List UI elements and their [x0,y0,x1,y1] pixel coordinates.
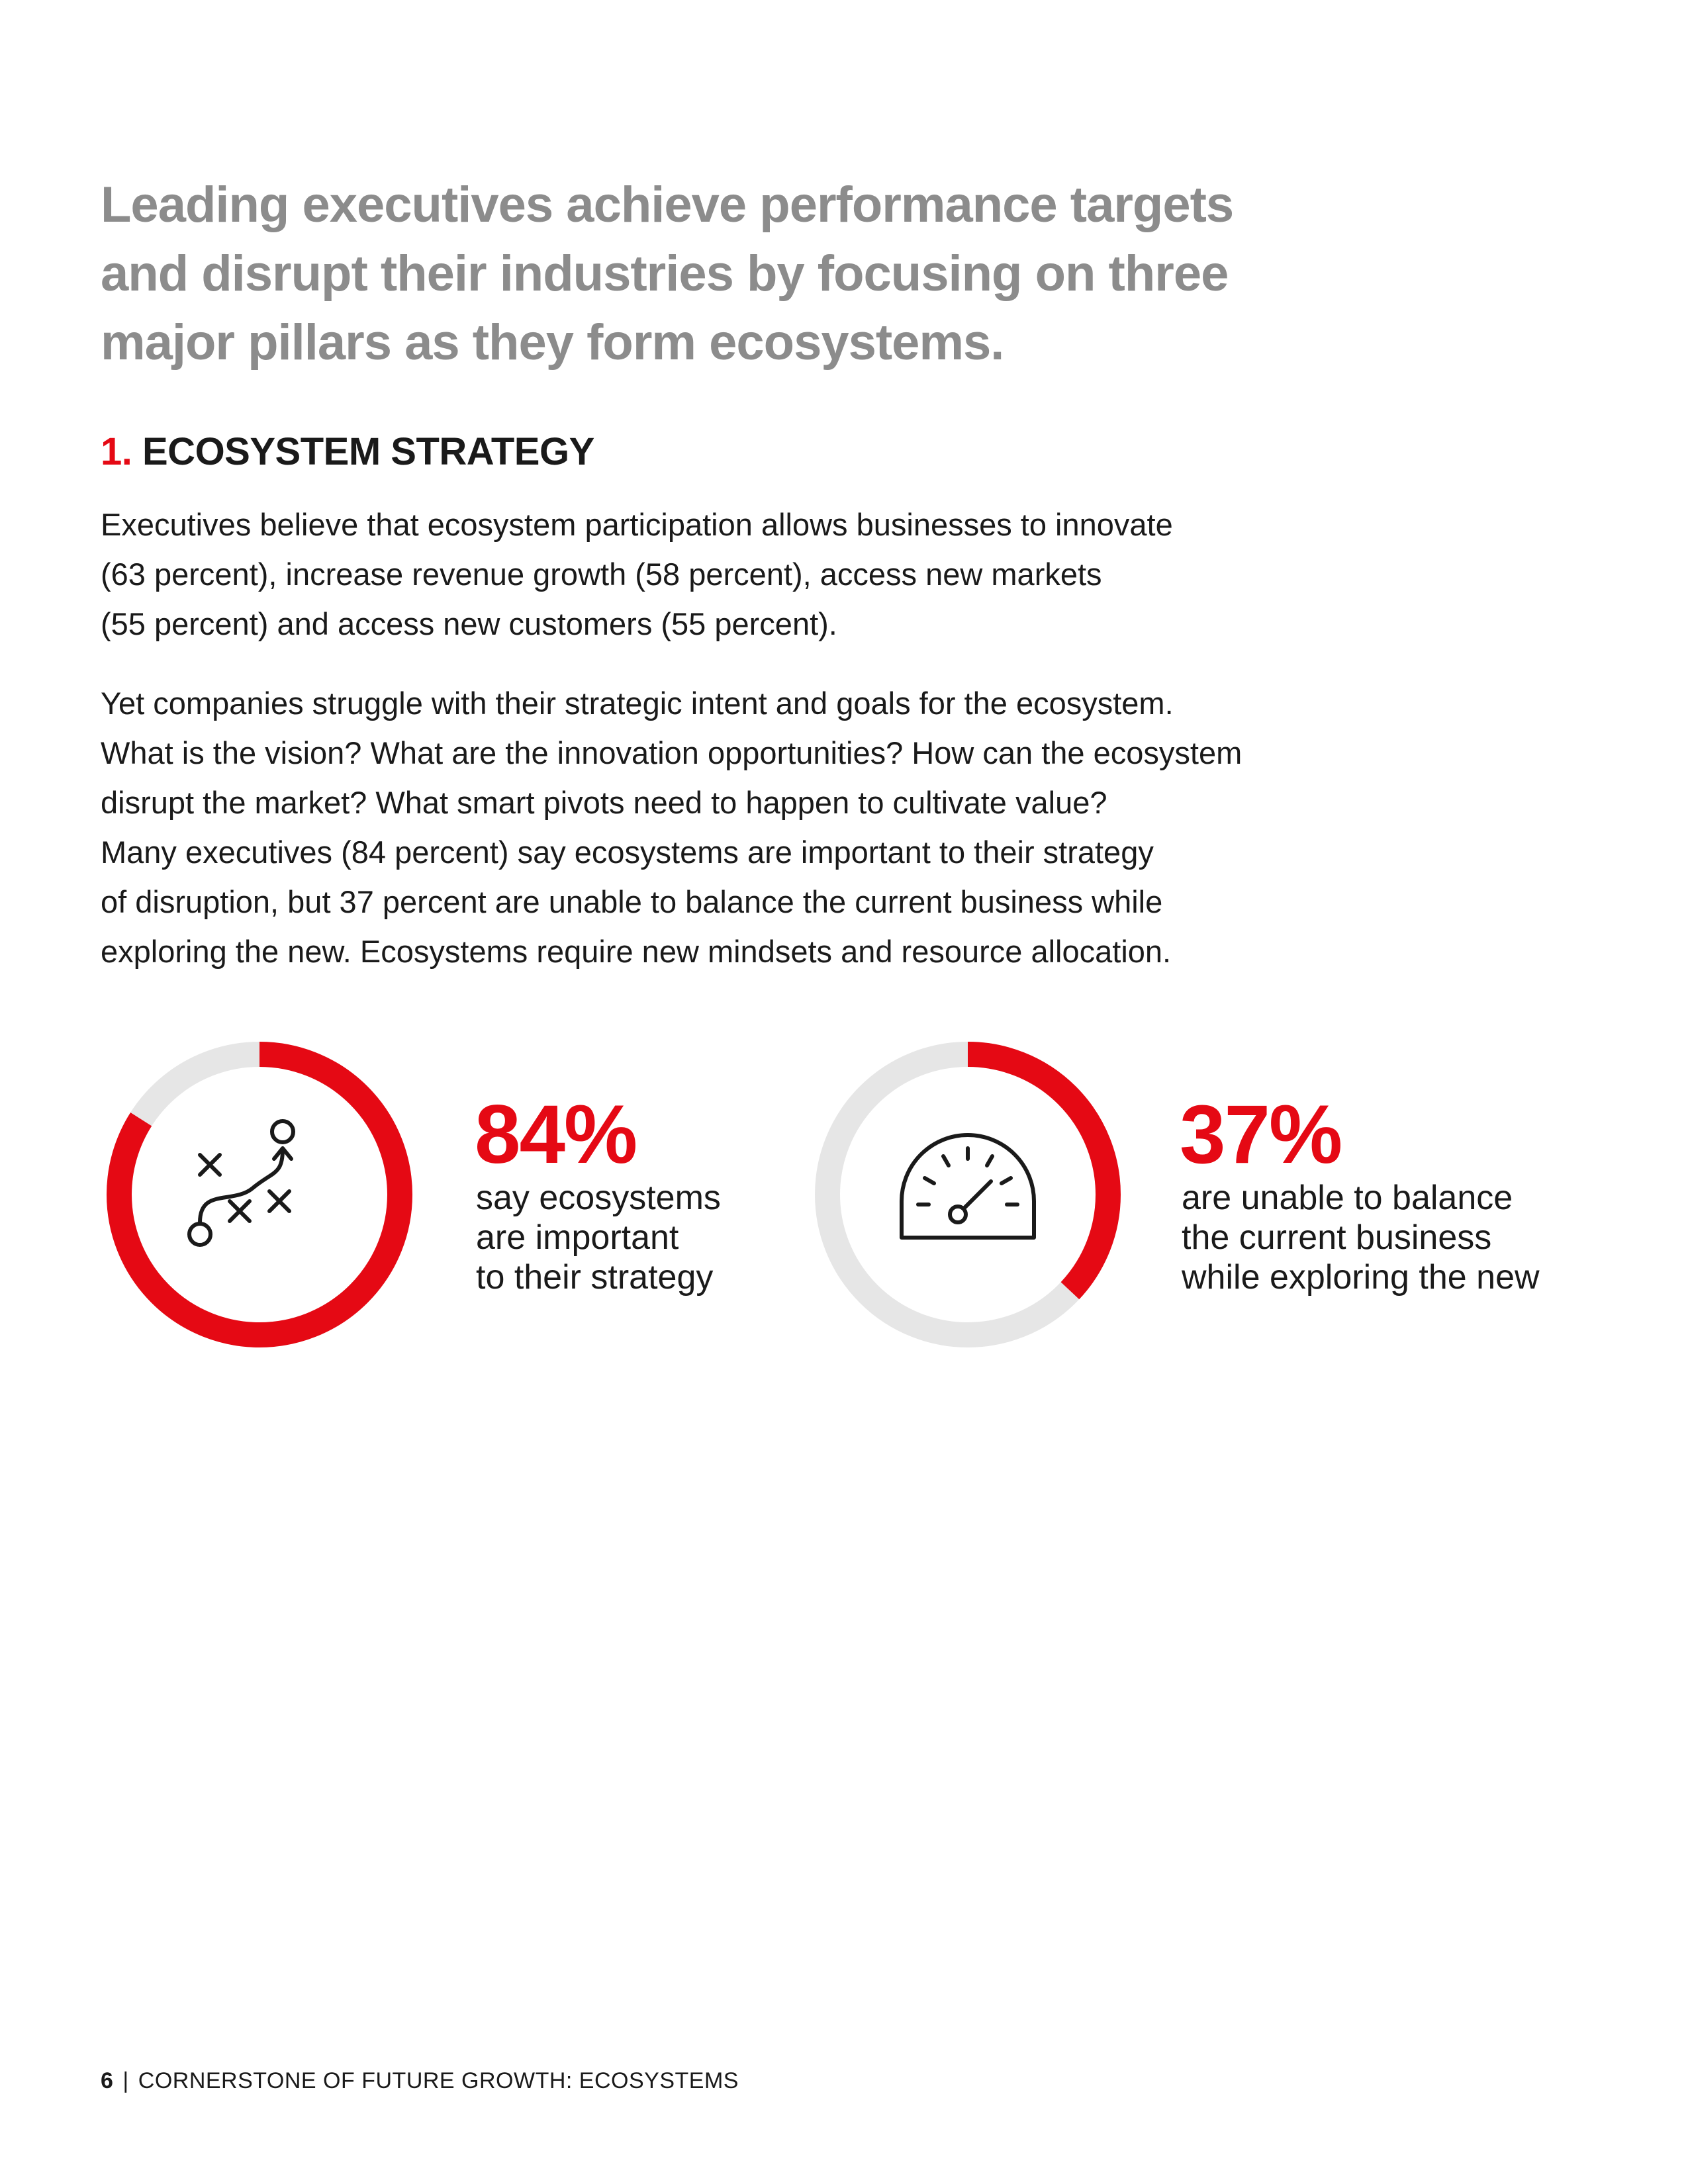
footer-separator: | [122,2068,129,2093]
headline-line: Leading executives achieve performance targets [101,177,1234,233]
paragraph-line: Many executives (84 percent) say ecosystems are important to their strategy [101,835,1154,870]
stat-label-line: while exploring the new [1182,1258,1540,1297]
strategy-play-icon [187,1109,339,1281]
section-number: 1. [101,430,132,473]
paragraph-body [101,678,1425,976]
speedometer-icon [892,1122,1044,1254]
stat-value: 84% [475,1089,637,1181]
headline-line: and disrupt their industries by focusing on three [101,246,1229,302]
stat-value: 37% [1180,1089,1342,1181]
stat-label-line: are important [476,1218,679,1257]
stat-block-37 [809,1036,1570,1353]
paragraph-line: (55 percent) and access new customers (55 percent). [101,606,837,641]
stat-block-84 [101,1036,802,1353]
stat-label-line: the current business [1182,1218,1492,1257]
paragraph-line: What is the vision? What are the innovation opportunities? How can the ecosystem [101,735,1243,770]
paragraph-line: (63 percent), increase revenue growth (58 percent), access new markets [101,557,1102,592]
headline-line: major pillars as they form ecosystems. [101,314,1004,371]
paragraph-line: Executives believe that ecosystem participation allows businesses to innovate [101,507,1173,542]
page-footer [101,2068,739,2094]
stat-label [1182,1178,1540,1297]
paragraph-line: Yet companies struggle with their strategic intent and goals for the ecosystem. [101,686,1174,721]
section-title-text: ECOSYSTEM STRATEGY [142,430,594,473]
stat-label-line: say ecosystems [476,1179,721,1217]
paragraph-line: disrupt the market? What smart pivots need to happen to cultivate value? [101,785,1107,820]
page-number: 6 [101,2068,114,2093]
stat-label-line: are unable to balance [1182,1179,1513,1217]
stat-label-line: to their strategy [476,1258,714,1297]
footer-title: CORNERSTONE OF FUTURE GROWTH: ECOSYSTEMS [138,2068,739,2093]
paragraph-line: exploring the new. Ecosystems require new mindsets and resource allocation. [101,934,1172,969]
page-headline [101,171,1358,377]
section-title [101,429,594,475]
paragraph-line: of disruption, but 37 percent are unable to balance the current business while [101,884,1163,919]
stat-label [476,1178,721,1297]
paragraph-intro [101,500,1425,649]
